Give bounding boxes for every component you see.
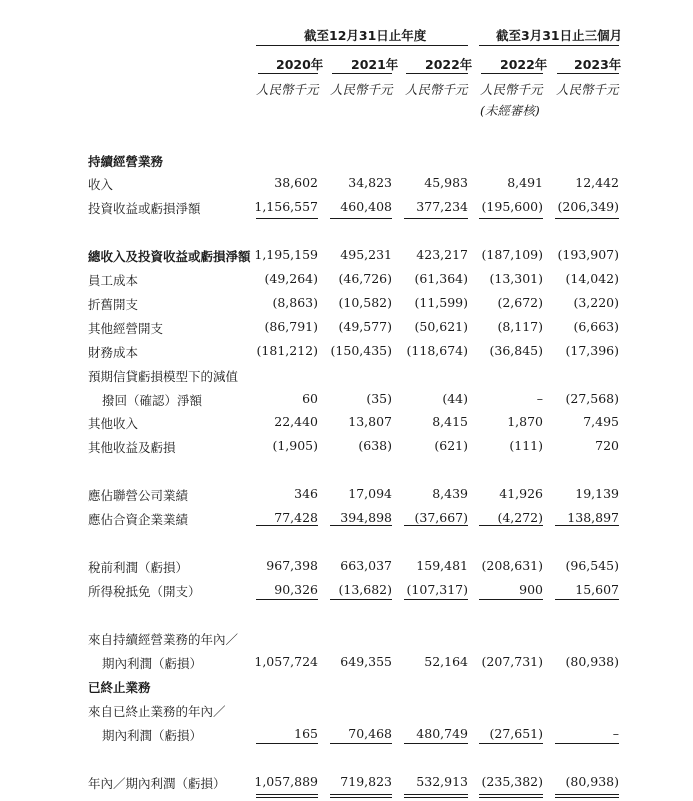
- row-value-col-5: (6,663): [573, 319, 619, 334]
- rule-sub4-c2: [330, 743, 392, 744]
- row-label: 來自已終止業務的年內／: [88, 704, 226, 719]
- year-rule-3: [406, 73, 468, 74]
- row-label: 財務成本: [88, 345, 139, 360]
- rule-sub1-c1: [256, 218, 318, 219]
- year-rule-1: [258, 73, 318, 74]
- year-rule-4: [481, 73, 543, 74]
- row-value-col-3: (37,667): [414, 510, 468, 525]
- row-value-col-1: 60: [302, 391, 318, 406]
- row-label: 其他收入: [88, 416, 139, 431]
- row-value-col-4: (187,109): [481, 247, 543, 262]
- row-value-col-1: (1,905): [272, 438, 318, 453]
- row-value-col-2: (46,726): [338, 271, 392, 286]
- row-value-col-5: (14,042): [565, 271, 619, 286]
- row-value-col-1: (49,264): [264, 271, 318, 286]
- row-value-col-4: (111): [509, 438, 543, 453]
- rule-sub2-c5: [555, 525, 619, 526]
- rule-sub3-c2: [330, 599, 392, 600]
- row-value-col-5: 138,897: [567, 510, 619, 525]
- row-value-col-1: 165: [294, 726, 318, 741]
- row-value-col-1: 1,195,159: [254, 247, 318, 262]
- row-value-col-3: 423,217: [416, 247, 468, 262]
- row-value-col-5: (206,349): [557, 199, 619, 214]
- rule-sub1-c2: [330, 218, 392, 219]
- row-value-col-5: 720: [595, 438, 619, 453]
- row-value-col-4: (2,672): [497, 295, 543, 310]
- unit-col-3: 人民幣千元: [405, 82, 468, 97]
- row-value-col-2: (638): [358, 438, 392, 453]
- rule-sub3-c1: [256, 599, 318, 600]
- row-label: 收入: [88, 177, 114, 192]
- rule-sub3-c3: [404, 599, 468, 600]
- rule-sub4-c4: [479, 743, 543, 744]
- row-value-col-3: (118,674): [406, 343, 468, 358]
- unit-col-4: 人民幣千元: [480, 82, 543, 97]
- row-value-col-4: (27,651): [489, 726, 543, 741]
- row-value-col-2: 394,898: [340, 510, 392, 525]
- row-value-col-5: (17,396): [565, 343, 619, 358]
- rule-total-c4: [479, 794, 543, 798]
- row-value-col-2: (13,682): [338, 582, 392, 597]
- row-label: 折舊開支: [88, 297, 139, 312]
- header-group-annual-rule: [256, 45, 468, 46]
- row-value-col-1: (86,791): [264, 319, 318, 334]
- row-value-col-4: (208,631): [481, 558, 543, 573]
- row-value-col-5: (96,545): [565, 558, 619, 573]
- row-value-col-2: (150,435): [330, 343, 392, 358]
- row-label: 撥回（確認）淨額: [102, 393, 203, 408]
- row-value-col-4: (235,382): [481, 774, 543, 789]
- row-value-col-1: 90,326: [274, 582, 318, 597]
- rule-sub2-c1: [256, 525, 318, 526]
- row-value-col-4: (13,301): [489, 271, 543, 286]
- row-label: 預期信貸虧損模型下的減值: [88, 369, 239, 384]
- row-value-col-1: 22,440: [274, 414, 318, 429]
- row-value-col-3: 52,164: [424, 654, 468, 669]
- row-label: 應佔聯營公司業績: [88, 488, 189, 503]
- row-label: 投資收益或虧損淨額: [88, 201, 201, 216]
- row-value-col-5: 19,139: [575, 486, 619, 501]
- row-value-col-1: 1,057,889: [254, 774, 318, 789]
- row-value-col-1: 346: [294, 486, 318, 501]
- row-value-col-4: –: [536, 391, 543, 406]
- row-value-col-1: (8,863): [272, 295, 318, 310]
- row-label: 年內／期內利潤（虧損）: [88, 776, 226, 791]
- row-value-col-3: (621): [434, 438, 468, 453]
- row-value-col-1: 1,057,724: [254, 654, 318, 669]
- row-value-col-5: (80,938): [565, 654, 619, 669]
- row-value-col-1: 967,398: [266, 558, 318, 573]
- row-label: 稅前利潤（虧損）: [88, 560, 189, 575]
- row-label: 總收入及投資收益或虧損淨額: [88, 249, 251, 264]
- year-rule-2: [332, 73, 392, 74]
- header-group-quarterly-rule: [479, 45, 619, 46]
- row-value-col-2: 719,823: [340, 774, 392, 789]
- rule-sub4-c5: [555, 743, 619, 744]
- row-value-col-5: (193,907): [557, 247, 619, 262]
- row-value-col-5: (3,220): [573, 295, 619, 310]
- row-value-col-4: 1,870: [507, 414, 543, 429]
- row-value-col-4: 900: [519, 582, 543, 597]
- rule-sub2-c2: [330, 525, 392, 526]
- row-value-col-4: (195,600): [481, 199, 543, 214]
- row-value-col-2: (10,582): [338, 295, 392, 310]
- row-value-col-1: (181,212): [256, 343, 318, 358]
- rule-total-c1: [256, 794, 318, 798]
- row-value-col-3: 8,415: [432, 414, 468, 429]
- unit-col-5: 人民幣千元: [556, 82, 619, 97]
- row-label: 員工成本: [88, 273, 139, 288]
- row-value-col-3: (44): [442, 391, 468, 406]
- row-value-col-3: (11,599): [414, 295, 468, 310]
- row-label: 來自持續經營業務的年內／: [88, 632, 239, 647]
- row-value-col-2: 17,094: [348, 486, 392, 501]
- row-value-col-4: (36,845): [489, 343, 543, 358]
- row-value-col-4: (207,731): [481, 654, 543, 669]
- year-rule-5: [557, 73, 619, 74]
- row-label: 已終止業務: [88, 680, 151, 695]
- row-value-col-3: (61,364): [414, 271, 468, 286]
- row-value-col-5: –: [612, 726, 619, 741]
- rule-sub1-c4: [479, 218, 543, 219]
- rule-sub4-c1: [256, 743, 318, 744]
- row-value-col-3: 532,913: [416, 774, 468, 789]
- rule-total-c5: [555, 794, 619, 798]
- rule-total-c3: [404, 794, 468, 798]
- rule-sub4-c3: [404, 743, 468, 744]
- row-value-col-2: 13,807: [348, 414, 392, 429]
- unit-col-1: 人民幣千元: [256, 82, 319, 97]
- row-value-col-2: (49,577): [338, 319, 392, 334]
- row-value-col-5: (27,568): [565, 391, 619, 406]
- row-value-col-3: 8,439: [432, 486, 468, 501]
- rule-sub2-c3: [404, 525, 468, 526]
- rule-sub1-c5: [555, 218, 619, 219]
- rule-sub1-c3: [404, 218, 468, 219]
- header-year-2023-q1: 2023年: [574, 57, 622, 72]
- row-value-col-3: (50,621): [414, 319, 468, 334]
- row-value-col-2: 34,823: [348, 175, 392, 190]
- row-value-col-3: 45,983: [424, 175, 468, 190]
- row-label: 期內利潤（虧損）: [102, 656, 203, 671]
- rule-sub2-c4: [479, 525, 543, 526]
- row-value-col-2: 663,037: [340, 558, 392, 573]
- row-value-col-2: 649,355: [340, 654, 392, 669]
- unit-col-2: 人民幣千元: [330, 82, 393, 97]
- unaudited-note: (未經審核): [480, 103, 540, 118]
- row-value-col-5: 12,442: [575, 175, 619, 190]
- row-value-col-2: 70,468: [348, 726, 392, 741]
- header-year-2022: 2022年: [425, 57, 473, 72]
- row-value-col-4: (4,272): [497, 510, 543, 525]
- row-label: 應佔合資企業業績: [88, 512, 189, 527]
- row-value-col-5: 15,607: [575, 582, 619, 597]
- header-year-2021: 2021年: [351, 57, 399, 72]
- rule-total-c2: [330, 794, 392, 798]
- row-value-col-4: (8,117): [497, 319, 543, 334]
- row-value-col-2: (35): [366, 391, 392, 406]
- row-value-col-4: 8,491: [507, 175, 543, 190]
- row-value-col-2: 495,231: [340, 247, 392, 262]
- row-value-col-2: 460,408: [340, 199, 392, 214]
- row-value-col-5: (80,938): [565, 774, 619, 789]
- row-value-col-3: (107,317): [406, 582, 468, 597]
- row-value-col-1: 38,602: [274, 175, 318, 190]
- row-value-col-1: 1,156,557: [254, 199, 318, 214]
- header-year-2022-q1: 2022年: [500, 57, 548, 72]
- row-value-col-5: 7,495: [583, 414, 619, 429]
- header-year-2020: 2020年: [276, 57, 324, 72]
- row-value-col-3: 480,749: [416, 726, 468, 741]
- rule-sub3-c5: [555, 599, 619, 600]
- row-value-col-3: 377,234: [416, 199, 468, 214]
- rule-sub3-c4: [479, 599, 543, 600]
- row-label: 其他收益及虧損: [88, 440, 176, 455]
- row-value-col-1: 77,428: [274, 510, 318, 525]
- header-group-quarterly: 截至3月31日止三個月: [496, 28, 623, 43]
- row-value-col-3: 159,481: [416, 558, 468, 573]
- row-label: 所得稅抵免（開支）: [88, 584, 201, 599]
- row-label: 其他經營開支: [88, 321, 164, 336]
- row-label: 期內利潤（虧損）: [102, 728, 203, 743]
- row-value-col-4: 41,926: [499, 486, 543, 501]
- header-group-annual: 截至12月31日止年度: [304, 28, 427, 43]
- row-label: 持續經營業務: [88, 154, 164, 169]
